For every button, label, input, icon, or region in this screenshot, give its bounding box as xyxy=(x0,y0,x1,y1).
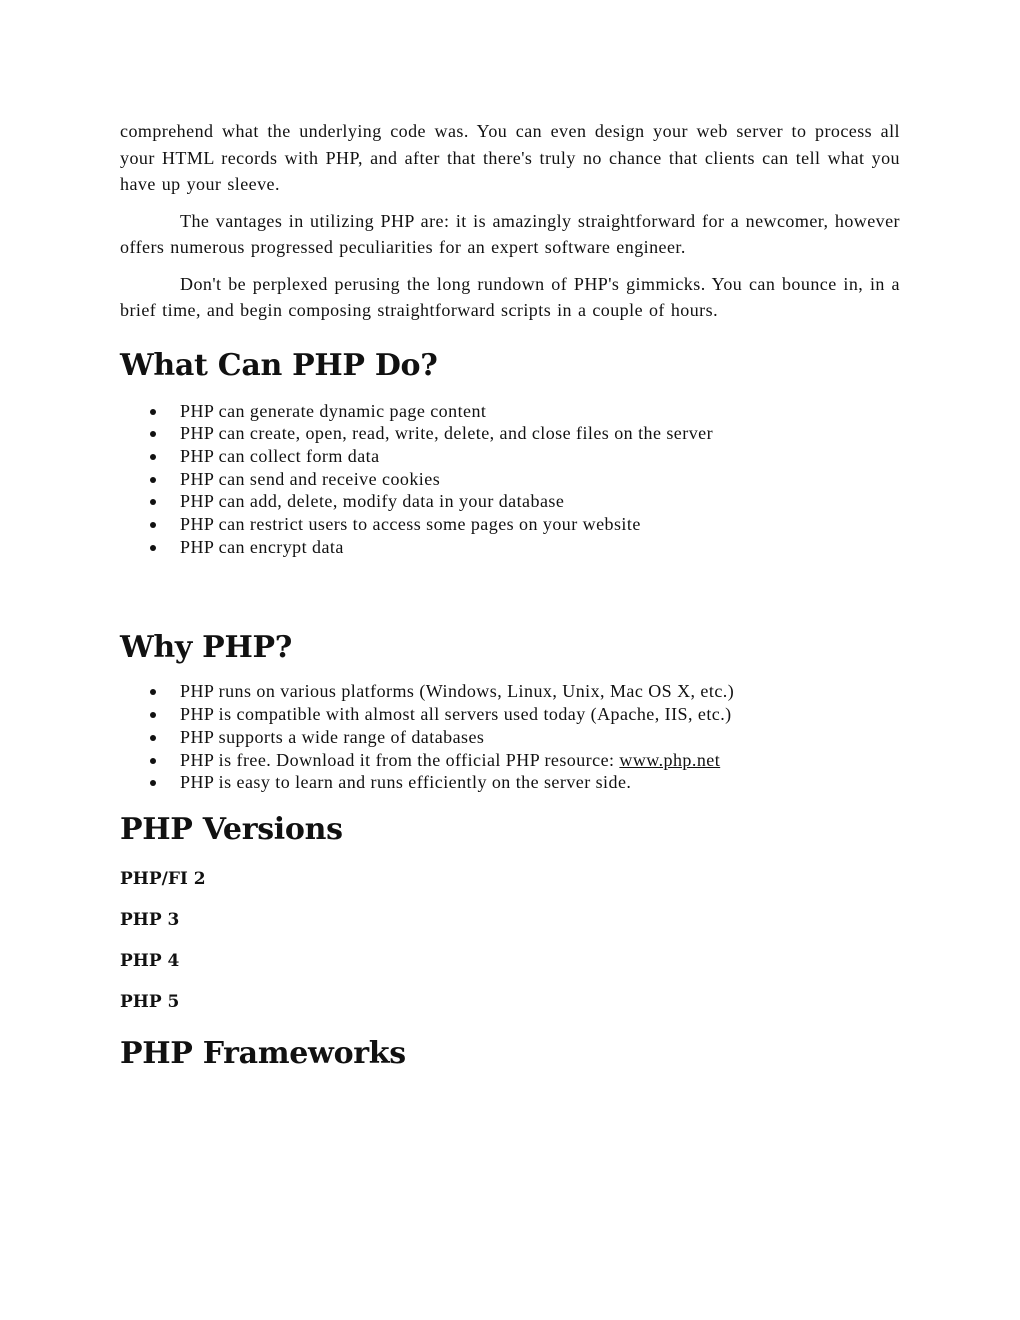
list-item: PHP is easy to learn and runs efficiently on the server side. xyxy=(120,771,900,794)
bullet-icon xyxy=(150,409,156,415)
version-item: PHP 5 xyxy=(120,991,180,1012)
why-php-list xyxy=(120,680,900,794)
bullet-icon xyxy=(150,735,156,741)
bullet-icon xyxy=(150,545,156,551)
list-item: PHP can encrypt data xyxy=(120,536,900,559)
bullet-icon xyxy=(150,522,156,528)
what-can-php-do-list xyxy=(120,400,900,559)
bullet-icon xyxy=(150,780,156,786)
intro-paragraph-2: The vantages in utilizing PHP are: it is amazingly straightforward for a newcomer, however offers numerous progressed peculiarities for an expert software engineer. xyxy=(120,210,900,257)
document-page xyxy=(120,118,900,1074)
bullet-icon xyxy=(150,499,156,505)
version-item: PHP 3 xyxy=(120,909,180,930)
bullet-icon xyxy=(150,758,156,764)
bullet-icon xyxy=(150,431,156,437)
version-item: PHP 4 xyxy=(120,950,180,971)
list-item: PHP can create, open, read, write, delete, and close files on the server xyxy=(120,422,900,445)
list-item: PHP can collect form data xyxy=(120,445,900,468)
list-item: PHP is compatible with almost all servers used today (Apache, IIS, etc.) xyxy=(120,703,900,726)
intro-paragraph-3: Don't be perplexed perusing the long rundown of PHP's gimmicks. You can bounce in, in a brief time, and begin composing straightforward scripts in a couple of hours. xyxy=(120,273,900,320)
list-item: PHP can restrict users to access some pages on your website xyxy=(120,513,900,536)
list-item: PHP is free. Download it from the official PHP resource: www.php.net xyxy=(120,749,900,772)
php-frameworks-heading: PHP Frameworks xyxy=(120,1035,406,1071)
bullet-icon xyxy=(150,454,156,460)
list-item: PHP can send and receive cookies xyxy=(120,468,900,491)
php-versions-heading: PHP Versions xyxy=(120,811,343,847)
bullet-icon xyxy=(150,712,156,718)
list-item: PHP supports a wide range of databases xyxy=(120,726,900,749)
what-can-php-do-heading: What Can PHP Do? xyxy=(120,347,438,383)
list-item: PHP runs on various platforms (Windows, Linux, Unix, Mac OS X, etc.) xyxy=(120,680,900,703)
php-net-link[interactable]: www.php.net xyxy=(619,749,721,770)
bullet-icon xyxy=(150,689,156,695)
why-php-heading: Why PHP? xyxy=(120,630,293,666)
version-item: PHP/FI 2 xyxy=(120,868,206,889)
intro-paragraph-1: comprehend what the underlying code was. You can even design your web server to process all your HTML records with PHP, and after that there's truly no chance that clients can tell what you have up your sleeve. xyxy=(120,121,900,194)
bullet-icon xyxy=(150,477,156,483)
list-item: PHP can generate dynamic page content xyxy=(120,400,900,423)
list-item: PHP can add, delete, modify data in your database xyxy=(120,490,900,513)
